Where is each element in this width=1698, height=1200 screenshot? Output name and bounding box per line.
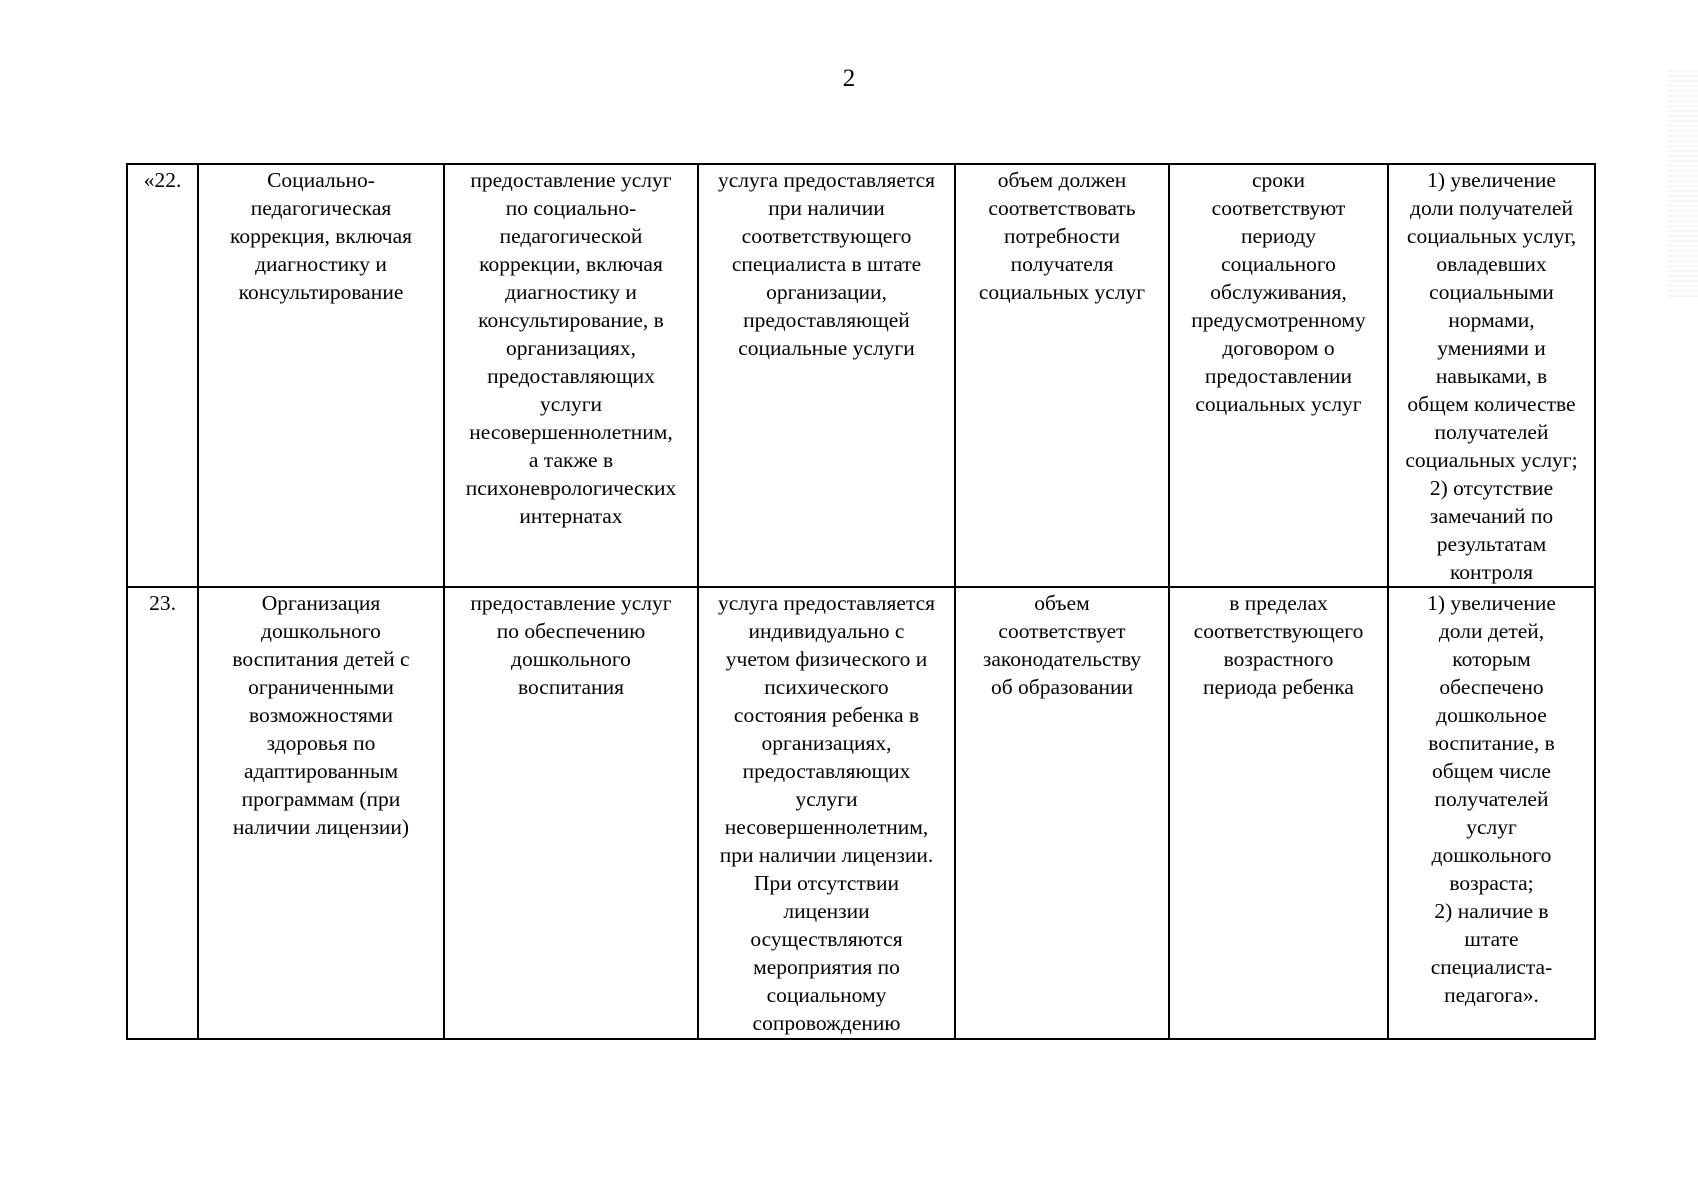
- services-table: [126, 163, 1596, 1040]
- page-number: 2: [842, 65, 856, 92]
- row-number-cell: «22.: [127, 164, 198, 587]
- service-name-cell: Социально- педагогическая коррекция, включая диагностику и консультирование: [198, 164, 444, 587]
- row-number-cell: 23.: [127, 587, 198, 1039]
- table-row: [127, 587, 1595, 1039]
- service-indicators-cell: 1) увеличение доли детей, которым обеспечено дошкольное воспитание, в общем числе получателей услуг дошкольного возраста; 2) наличие в штате специалиста- педагога».: [1388, 587, 1595, 1039]
- service-volume-cell: объем соответствует законодательству об образовании: [955, 587, 1169, 1039]
- table-row: [127, 164, 1595, 587]
- service-conditions-cell: услуга предоставляется индивидуально с учетом физического и психического состояния ребенка в организациях, предоставляющих услуги несовершеннолетним, при наличии лицензии. При отсутствии лицензии осуществляются мероприятия по социальному сопровождению: [698, 587, 955, 1039]
- service-content-cell: предоставление услуг по социально- педагогической коррекции, включая диагностику и консультирование, в организациях, предоставляющих услуги несовершеннолетним, а также в психоневрологических интернатах: [444, 164, 698, 587]
- service-indicators-cell: 1) увеличение доли получателей социальных услуг, овладевших социальными нормами, умениями и навыками, в общем количестве получателей социальных услуг; 2) отсутствие замечаний по результатам контроля: [1388, 164, 1595, 587]
- service-conditions-cell: услуга предоставляется при наличии соответствующего специалиста в штате организации, предоставляющей социальные услуги: [698, 164, 955, 587]
- service-content-cell: предоставление услуг по обеспечению дошкольного воспитания: [444, 587, 698, 1039]
- service-terms-cell: в пределах соответствующего возрастного периода ребенка: [1169, 587, 1388, 1039]
- service-volume-cell: объем должен соответствовать потребности получателя социальных услуг: [955, 164, 1169, 587]
- service-name-cell: Организация дошкольного воспитания детей с ограниченными возможностями здоровья по адаптированным программам (при наличии лицензии): [198, 587, 444, 1039]
- service-terms-cell: сроки соответствуют периоду социального обслуживания, предусмотренному договором о предоставлении социальных услуг: [1169, 164, 1388, 587]
- scan-edge-mark: [1668, 70, 1698, 300]
